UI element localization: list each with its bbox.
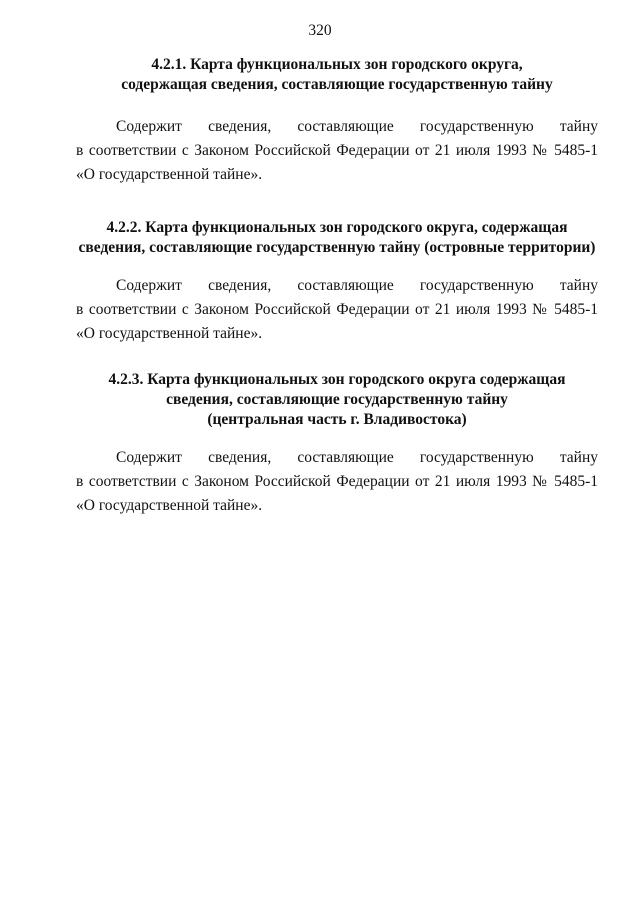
section-4-2-2 [76, 218, 598, 346]
heading-line: (центральная часть г. Владивостока) [207, 411, 467, 428]
body-line: Содержит сведения, составляющие государственную тайну [116, 118, 598, 135]
heading-line: 4.2.2. Карта функциональных зон городского округа, содержащая [106, 219, 568, 236]
section-4-2-3 [76, 370, 598, 518]
body-line: Содержит сведения, составляющие государственную тайну [116, 277, 598, 294]
body-line: «О государственной тайне». [76, 325, 263, 342]
body-line: Содержит сведения, составляющие государственную тайну [116, 449, 598, 466]
section-body [76, 274, 598, 346]
section-heading [76, 370, 598, 430]
page-number: 320 [308, 22, 332, 39]
body-line: «О государственной тайне». [76, 166, 263, 183]
section-body [76, 115, 598, 187]
section-heading [76, 55, 598, 95]
heading-line: содержащая сведения, составляющие государственную тайну [121, 76, 553, 93]
section-heading [76, 218, 598, 258]
body-line: в соответствии с Законом Российской Федерации от 21 июля 1993 № 5485-1 [76, 142, 598, 159]
heading-line: 4.2.3. Карта функциональных зон городского округа содержащая [108, 371, 566, 388]
body-line: в соответствии с Законом Российской Федерации от 21 июля 1993 № 5485-1 [76, 301, 598, 318]
heading-line: 4.2.1. Карта функциональных зон городского округа, [151, 56, 523, 73]
heading-line: сведения, составляющие государственную тайну (островные территории) [78, 239, 596, 256]
body-line: в соответствии с Законом Российской Федерации от 21 июля 1993 № 5485-1 [76, 473, 598, 490]
section-4-2-1 [76, 55, 598, 187]
section-body [76, 446, 598, 518]
heading-line: сведения, составляющие государственную тайну [166, 391, 508, 408]
body-line: «О государственной тайне». [76, 497, 263, 514]
